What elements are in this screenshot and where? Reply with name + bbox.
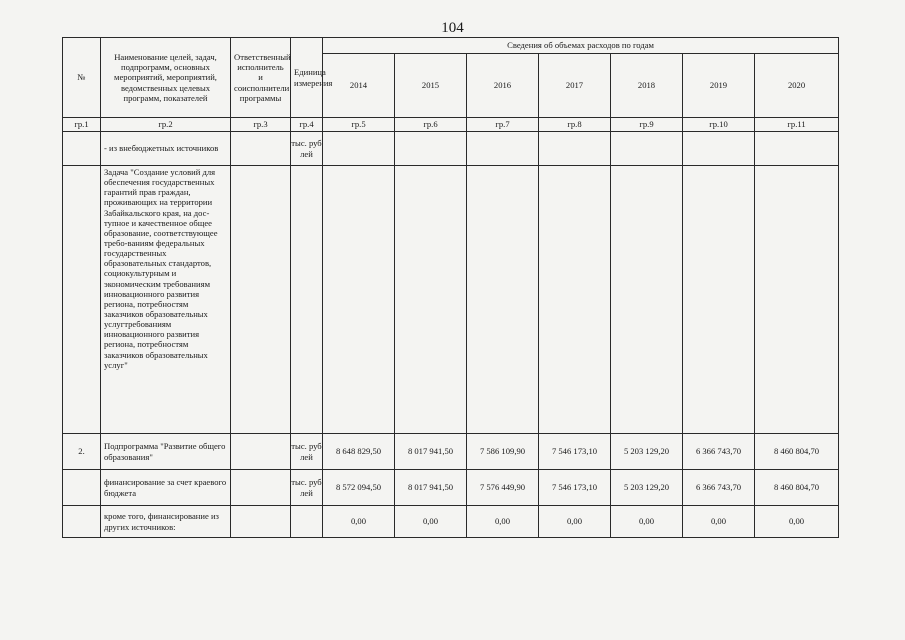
col-number: гр.8 <box>539 118 611 132</box>
row-value <box>467 166 539 434</box>
row-name: Задача "Создание условий для обеспечения государственных гарантий прав граждан, проживающих на территории Забайкальского края, на дос-тупное и качественное общее образование, соответствующее требо-ваниям федеральных государственных образовательных стандартов, социокультурным и экономическим требованиям инновационного развития региона, потребностям заказчиков образовательных услугтребованиям инновационного развития региона, потребностям заказчиков образовательных услуг" <box>101 166 231 434</box>
expenses-table <box>62 37 839 538</box>
row-value: 7 546 173,10 <box>539 434 611 470</box>
col-number: гр.7 <box>467 118 539 132</box>
col-number: гр.3 <box>231 118 291 132</box>
row-value: 8 572 094,50 <box>323 470 395 506</box>
header-year: 2020 <box>755 54 839 118</box>
col-number: гр.2 <box>101 118 231 132</box>
row-unit: тыс. руб лей <box>291 470 323 506</box>
row-value: 0,00 <box>611 506 683 538</box>
row-value: 7 546 173,10 <box>539 470 611 506</box>
row-value: 0,00 <box>323 506 395 538</box>
row-value: 0,00 <box>539 506 611 538</box>
table-row <box>63 470 839 506</box>
page-number: 104 <box>441 20 464 36</box>
row-executor <box>231 434 291 470</box>
row-executor <box>231 470 291 506</box>
table-row <box>63 506 839 538</box>
row-value <box>539 132 611 166</box>
row-unit <box>291 506 323 538</box>
row-no <box>63 166 101 434</box>
row-value <box>755 166 839 434</box>
row-name: - из внебюджетных источников <box>101 132 231 166</box>
col-number: гр.11 <box>755 118 839 132</box>
row-value: 8 460 804,70 <box>755 434 839 470</box>
row-no: 2. <box>63 434 101 470</box>
row-value <box>323 132 395 166</box>
row-value: 6 366 743,70 <box>683 434 755 470</box>
col-number: гр.10 <box>683 118 755 132</box>
header-year: 2018 <box>611 54 683 118</box>
row-value <box>683 166 755 434</box>
col-number: гр.5 <box>323 118 395 132</box>
row-no <box>63 132 101 166</box>
row-value <box>683 132 755 166</box>
table-row <box>63 434 839 470</box>
header-unit: Единица измерения <box>291 38 323 118</box>
header-year: 2016 <box>467 54 539 118</box>
row-value <box>539 166 611 434</box>
header-executor: Ответственный исполнитель и соисполнители программы <box>231 38 291 118</box>
row-value <box>323 166 395 434</box>
row-value: 0,00 <box>467 506 539 538</box>
row-name: Подпрограмма "Развитие общего образования" <box>101 434 231 470</box>
row-value: 5 203 129,20 <box>611 434 683 470</box>
row-value: 6 366 743,70 <box>683 470 755 506</box>
row-value <box>611 132 683 166</box>
row-executor <box>231 166 291 434</box>
header-year: 2017 <box>539 54 611 118</box>
header-year: 2015 <box>395 54 467 118</box>
col-number: гр.6 <box>395 118 467 132</box>
row-value: 8 017 941,50 <box>395 434 467 470</box>
row-value: 0,00 <box>755 506 839 538</box>
table-row <box>63 132 839 166</box>
row-unit <box>291 166 323 434</box>
table-row <box>63 166 839 434</box>
header-expenses: Сведения об объемах расходов по годам <box>323 38 839 54</box>
row-unit: тыс. руб лей <box>291 132 323 166</box>
row-value: 0,00 <box>683 506 755 538</box>
row-executor <box>231 132 291 166</box>
row-name: финансирование за счет краевого бюджета <box>101 470 231 506</box>
col-number: гр.4 <box>291 118 323 132</box>
row-value <box>467 132 539 166</box>
header-year: 2019 <box>683 54 755 118</box>
col-number: гр.1 <box>63 118 101 132</box>
row-value: 8 460 804,70 <box>755 470 839 506</box>
row-value: 7 586 109,90 <box>467 434 539 470</box>
header-name: Наименование целей, задач, подпрограмм, основных мероприятий, мероприятий, ведомственных целевых программ, показателей <box>101 38 231 118</box>
row-value <box>611 166 683 434</box>
row-value <box>395 132 467 166</box>
header-year: 2014 <box>323 54 395 118</box>
row-value: 8 017 941,50 <box>395 470 467 506</box>
col-number: гр.9 <box>611 118 683 132</box>
row-value: 5 203 129,20 <box>611 470 683 506</box>
row-unit: тыс. руб лей <box>291 434 323 470</box>
row-value <box>395 166 467 434</box>
row-executor <box>231 506 291 538</box>
header-no: № <box>63 38 101 118</box>
row-no <box>63 506 101 538</box>
row-no <box>63 470 101 506</box>
row-value: 7 576 449,90 <box>467 470 539 506</box>
row-value: 8 648 829,50 <box>323 434 395 470</box>
row-value: 0,00 <box>395 506 467 538</box>
row-name: кроме того, финансирование из других источников: <box>101 506 231 538</box>
row-value <box>755 132 839 166</box>
